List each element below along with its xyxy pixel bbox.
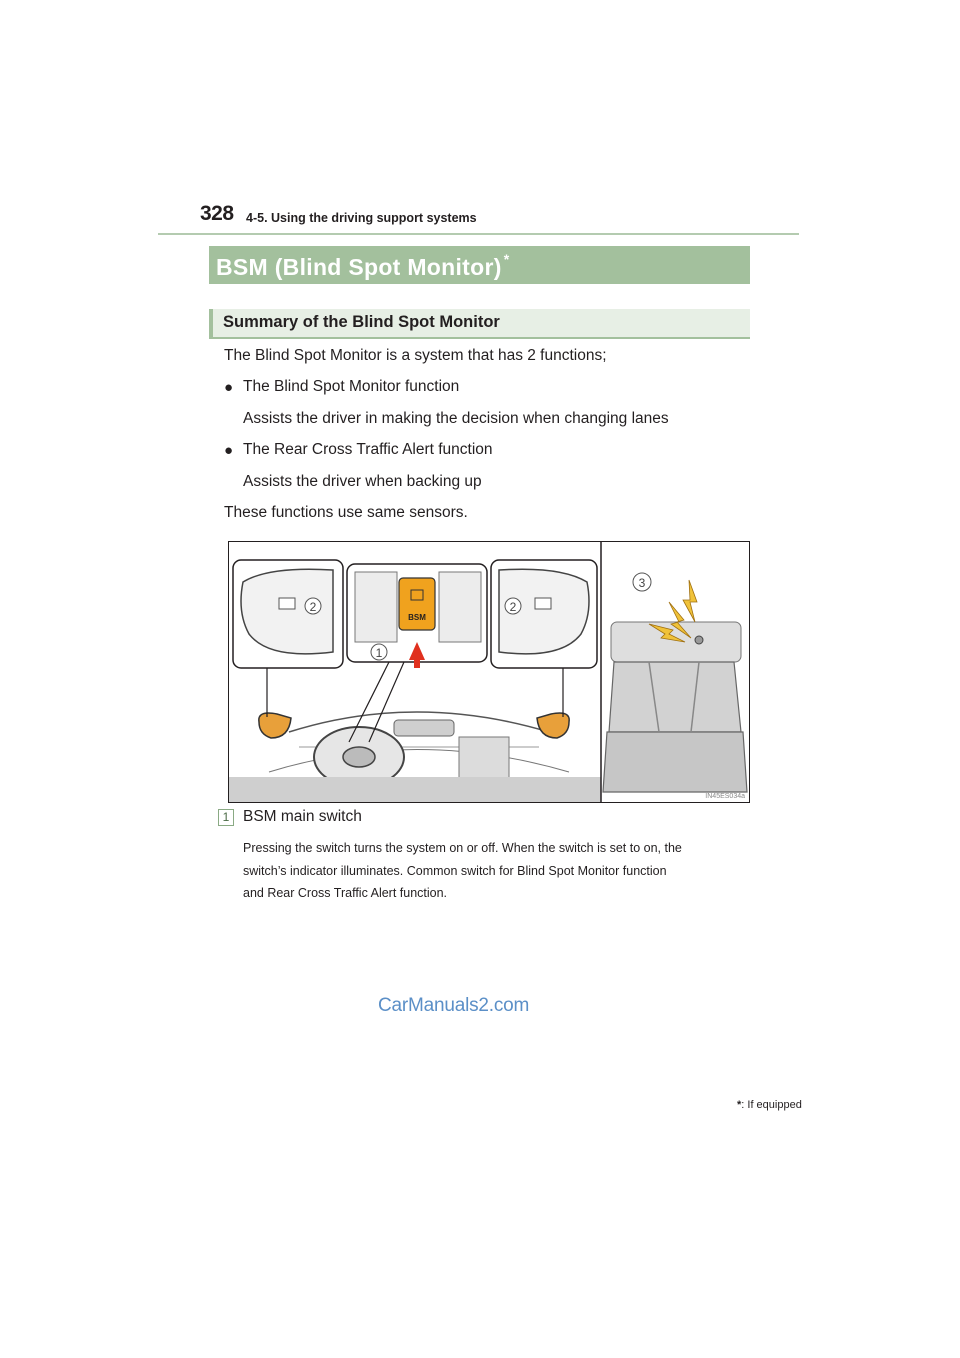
bullet-description: Assists the driver in making the decision when changing lanes — [243, 410, 669, 427]
bsm-illustration-svg — [229, 542, 749, 802]
header-rule — [158, 233, 799, 235]
callout-1: 1 — [375, 646, 383, 660]
bsm-illustration — [228, 541, 750, 803]
bullet-title: The Blind Spot Monitor function — [243, 378, 460, 395]
item-description-line: and Rear Cross Traffic Alert function. — [243, 886, 448, 900]
bullet-icon: ● — [224, 442, 234, 459]
section-title-bar — [209, 246, 750, 284]
steering-hub — [343, 747, 375, 767]
footnote-asterisk: * — [737, 1099, 742, 1111]
radar-wave-icon-2 — [683, 580, 697, 622]
footnote-text: : If equipped — [741, 1099, 802, 1111]
rear-seat-back — [609, 662, 741, 732]
rear-sensor — [695, 636, 703, 644]
image-code: IN45ES034a — [705, 793, 745, 800]
rear-shelf — [611, 622, 741, 662]
watermark-link[interactable]: CarManuals2.com — [378, 995, 530, 1016]
subsection-title: Summary of the Blind Spot Monitor — [223, 313, 500, 331]
item-description-line: Pressing the switch turns the system on or off. When the switch is set to on, the — [243, 841, 682, 855]
bsm-main-switch — [399, 578, 435, 630]
subsection-title-bar — [209, 309, 750, 339]
bsm-switch-label: BSM — [408, 613, 426, 622]
intro-text: The Blind Spot Monitor is a system that has 2 functions; — [224, 347, 607, 364]
switch-panel-left — [355, 572, 397, 642]
right-bsm-indicator — [535, 598, 551, 609]
bullet-description: Assists the driver when backing up — [243, 473, 482, 490]
callout-3: 3 — [638, 576, 646, 590]
outro-text: These functions use same sensors. — [224, 504, 468, 521]
subsection-accent — [209, 309, 213, 337]
left-bsm-indicator — [279, 598, 295, 609]
footnote — [737, 1099, 802, 1111]
instrument-cluster — [394, 720, 454, 736]
section-title-text: BSM (Blind Spot Monitor) — [216, 254, 502, 280]
item-title: BSM main switch — [243, 808, 362, 825]
item-description-line: switch’s indicator illuminates. Common switch for Blind Spot Monitor function — [243, 863, 667, 878]
bullet-title: The Rear Cross Traffic Alert function — [243, 441, 493, 458]
callout-2-right: 2 — [509, 600, 517, 614]
item-description — [243, 837, 743, 905]
section-reference: 4-5. Using the driving support systems — [246, 211, 477, 225]
switch-panel-right — [439, 572, 481, 642]
page-number: 328 — [200, 202, 234, 225]
title-asterisk: * — [503, 251, 510, 267]
item-number-box: 1 — [218, 809, 234, 826]
callout-2-left: 2 — [309, 600, 317, 614]
rear-seat-cushion — [603, 732, 747, 792]
bullet-icon: ● — [224, 379, 234, 396]
section-title — [216, 251, 509, 281]
floor-shade — [229, 777, 601, 802]
